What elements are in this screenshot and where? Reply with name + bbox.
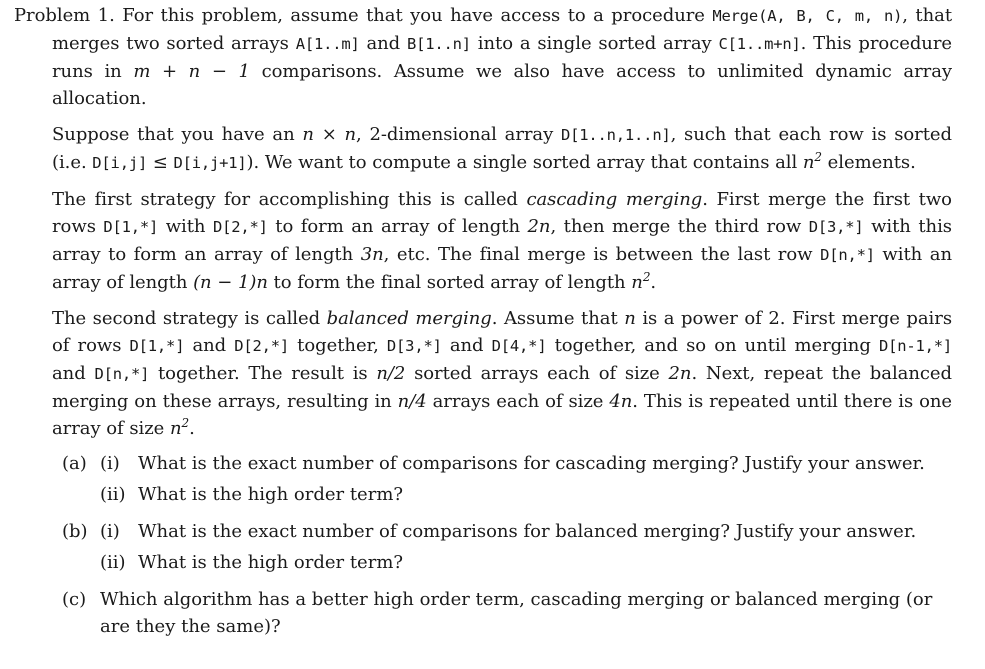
problem-document xyxy=(14,2,952,640)
math-comparisons: m + n − 1 xyxy=(133,61,250,82)
code-row-n: D[n,*] xyxy=(94,365,150,383)
paragraph-cascading-merging: The first strategy for accomplishing this is called cascading merging. First merge the first two rows D[1,*] with D[2,*] to form an array of length 2n, then merge the third row D[3,*] with this array to form an array of length 3n, etc. The final merge is between the last row D[n,*] with an array of length (n − 1)n to form the final sorted array of length $n^2$. xyxy=(52,189,953,293)
part-c-text: Which algorithm has a better high order term, cascading merging or balanced merging (or are they the same)? xyxy=(100,589,933,637)
problem-label: Problem 1. xyxy=(14,5,115,26)
code-d-ij1: D[i,j+1] xyxy=(173,154,247,172)
code-d-ij: D[i,j] xyxy=(92,154,148,172)
part-c-label: (c) xyxy=(62,589,87,610)
code-array-b: B[1..n] xyxy=(407,35,471,53)
part-b-ii-text: What is the high order term? xyxy=(138,552,404,573)
part-b-ii xyxy=(100,549,952,576)
p2-text-2: , 2-dimensional array xyxy=(356,124,561,145)
code-array-c: C[1..m+n] xyxy=(718,35,801,53)
part-a-label: (a) xyxy=(62,453,87,474)
part-a-ii-label: (ii) xyxy=(100,484,126,505)
code-array-d: D[1..n,1..n] xyxy=(561,126,671,144)
intro-text-1: For this problem, assume that you have access to a procedure xyxy=(114,5,713,26)
term-cascading-merging: cascading merging xyxy=(526,189,703,210)
part-b-i-label: (i) xyxy=(100,521,120,542)
p2-text-3: , such that each row is sorted (i.e. xyxy=(52,124,952,173)
intro-text-4: into a single sorted array xyxy=(470,33,719,54)
p2-text-1: Suppose that you have an xyxy=(52,124,303,145)
code-row-4: D[4,*] xyxy=(491,337,547,355)
math-n-over-4: n/4 xyxy=(397,391,427,412)
part-a xyxy=(62,450,952,512)
part-b-label: (b) xyxy=(62,521,88,542)
intro-text-2: , that merges two sorted arrays xyxy=(52,5,953,54)
code-row-n: D[n,*] xyxy=(820,246,875,264)
code-row-3: D[3,*] xyxy=(808,218,864,236)
intro-text-3: and xyxy=(359,33,407,54)
part-a-i-text: What is the exact number of comparisons for cascading merging? Justify your answer. xyxy=(138,453,925,474)
part-b-i xyxy=(100,518,952,545)
math-n-minus-1-n: (n − 1)n xyxy=(193,272,268,293)
part-c xyxy=(62,586,952,640)
code-row-3: D[3,*] xyxy=(386,337,442,355)
code-array-a: A[1..m] xyxy=(295,35,360,53)
math-2n: 2n xyxy=(668,363,692,384)
intro-text-6: comparisons. Assume we also have access to unlimited dynamic array allocation. xyxy=(52,61,953,109)
math-n-by-n: n × n xyxy=(302,124,357,145)
math-n: n xyxy=(624,308,636,329)
math-n-squared-final: $n^2$ xyxy=(631,270,651,293)
part-a-i-label: (i) xyxy=(100,453,120,474)
code-row-2: D[2,*] xyxy=(234,337,290,355)
paragraph-array-setup xyxy=(52,121,952,177)
math-n-over-2: n/2 xyxy=(376,363,406,384)
question-parts xyxy=(62,450,952,640)
term-balanced-merging: balanced merging xyxy=(326,308,492,329)
intro-text-5: . This procedure runs in xyxy=(52,33,952,82)
problem-intro xyxy=(14,2,952,112)
part-b xyxy=(62,518,952,580)
math-n-squared-balanced: $n^2$ xyxy=(169,416,190,439)
math-n-squared: $n^2$ xyxy=(802,150,822,173)
code-merge-signature: Merge(A, B, C, m, n) xyxy=(712,7,903,25)
part-b-i-text: What is the exact number of comparisons for balanced merging? Justify your answer. xyxy=(138,521,917,542)
p2-text-6: elements. xyxy=(821,152,916,173)
p2-text-4: ≤ xyxy=(147,152,174,173)
paragraph-balanced-merging: The second strategy is called balanced merging. Assume that n is a power of 2. First merge pairs of rows D[1,*] and D[2,*] together, D[3,*] and D[4,*] together, and so on until merging D[n-1,*] and D[n,*] together. The result is n/2 sorted arrays each of size 2n. Next, repeat the balanced merging on these arrays, resulting in n/4 arrays each of size 4n. This is repeated until there is one array of size $n^2$. xyxy=(52,308,953,439)
code-row-1: D[1,*] xyxy=(103,218,159,236)
part-a-i xyxy=(100,450,952,477)
part-a-ii xyxy=(100,481,952,508)
math-2n: 2n xyxy=(527,216,551,237)
code-row-1: D[1,*] xyxy=(129,337,185,355)
math-4n: 4n xyxy=(609,391,633,412)
p2-text-5: ). We want to compute a single sorted array that contains all xyxy=(246,152,803,173)
code-row-n-minus-1: D[n-1,*] xyxy=(878,337,952,355)
math-3n: 3n xyxy=(360,244,384,265)
part-a-ii-text: What is the high order term? xyxy=(138,484,404,505)
part-b-ii-label: (ii) xyxy=(100,552,126,573)
code-row-2: D[2,*] xyxy=(212,218,268,236)
